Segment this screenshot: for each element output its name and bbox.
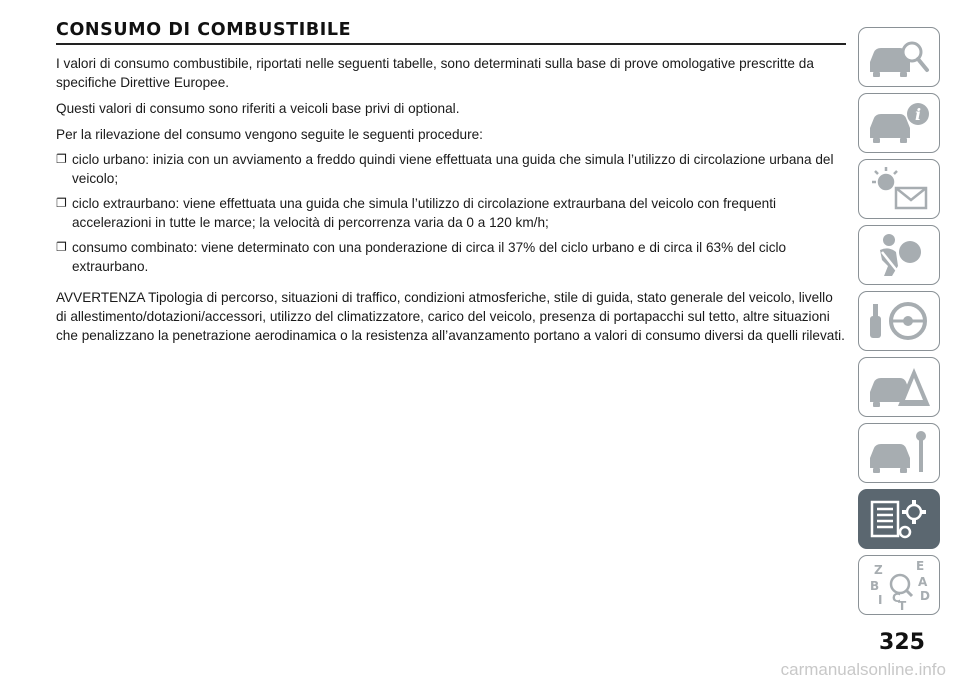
tab-safety[interactable]: [858, 225, 940, 285]
index-letter: T: [898, 599, 907, 610]
car-maintenance-icon: [864, 428, 934, 478]
svg-text:i: i: [914, 105, 922, 124]
list-item: [56, 150, 846, 188]
technical-data-icon: [864, 494, 934, 544]
tab-maintenance[interactable]: [858, 423, 940, 483]
index-letter: E: [916, 560, 925, 573]
tab-warning-lights[interactable]: [858, 159, 940, 219]
tab-starting-driving[interactable]: [858, 291, 940, 351]
alphabetical-index-icon: [864, 560, 934, 610]
index-letter: Z: [874, 563, 883, 577]
index-letter: A: [918, 575, 928, 589]
list-item-text: ciclo urbano: inizia con un avviamento a freddo quindi viene effettuata una guida che simula l’utilizzo di circolazione urbana del veicolo;: [72, 152, 834, 186]
tab-emergency[interactable]: [858, 357, 940, 417]
tab-technical-data[interactable]: [858, 489, 940, 549]
index-letter: B: [870, 579, 880, 593]
intro-paragraph-2: Questi valori di consumo sono riferiti a veicoli base privi di optional.: [56, 101, 460, 116]
warning-paragraph: AVVERTENZA Tipologia di percorso, situazioni di traffico, condizioni atmosferiche, stile di guida, stato generale del veicolo, livello di allestimento/dotazioni/accessori, utilizzo del climatizzatore, carico del veicolo, presenza di portapacchi sul tetto, altre situazioni che penalizzano la penetrazione aerodinamica o la resistenza all’avanzamento portano a valori di consumo diversi da quelli rilevati.: [56, 290, 845, 343]
index-letter: C: [892, 591, 901, 605]
tab-index[interactable]: [858, 555, 940, 615]
car-info-icon: [864, 98, 934, 148]
steering-wheel-key-icon: [864, 296, 934, 346]
checkbox-bullet-icon: ❐: [56, 196, 67, 210]
index-letter: D: [920, 589, 930, 603]
watermark: carmanualsonline.info: [780, 660, 946, 679]
tab-car-info[interactable]: [858, 93, 940, 153]
list-item-text: consumo combinato: viene determinato con una ponderazione di circa il 37% del ciclo urbano e di circa il 63% del ciclo extraurbano.: [72, 240, 787, 274]
car-emergency-icon: [864, 362, 934, 412]
checkbox-bullet-icon: ❐: [56, 152, 67, 166]
page-number: 325: [879, 630, 925, 655]
page-content: [56, 20, 846, 345]
chapter-tabs: [858, 27, 940, 621]
list-item: [56, 194, 846, 232]
tab-car-search[interactable]: [858, 27, 940, 87]
intro-paragraph-1: I valori di consumo combustibile, riportati nelle seguenti tabelle, sono determinati sulla base di prove omologative prescritte da specifiche Direttive Europee.: [56, 56, 814, 90]
index-letter: I: [878, 593, 883, 607]
list-item: [56, 238, 846, 276]
section-title: CONSUMO DI COMBUSTIBILE: [56, 20, 846, 45]
intro-paragraph-3: Per la rilevazione del consumo vengono seguite le seguenti procedure:: [56, 127, 483, 142]
car-search-icon: [864, 32, 934, 82]
airbag-safety-icon: [864, 230, 934, 280]
list-item-text: ciclo extraurbano: viene effettuata una guida che simula l’utilizzo di circolazione extraurbana del veicolo con frequenti accelerazioni in tutte le marce; la velocità di percorrenza varia da 0 a 120 km/h;: [72, 196, 777, 230]
checkbox-bullet-icon: ❐: [56, 240, 67, 254]
warning-light-message-icon: [864, 164, 934, 214]
